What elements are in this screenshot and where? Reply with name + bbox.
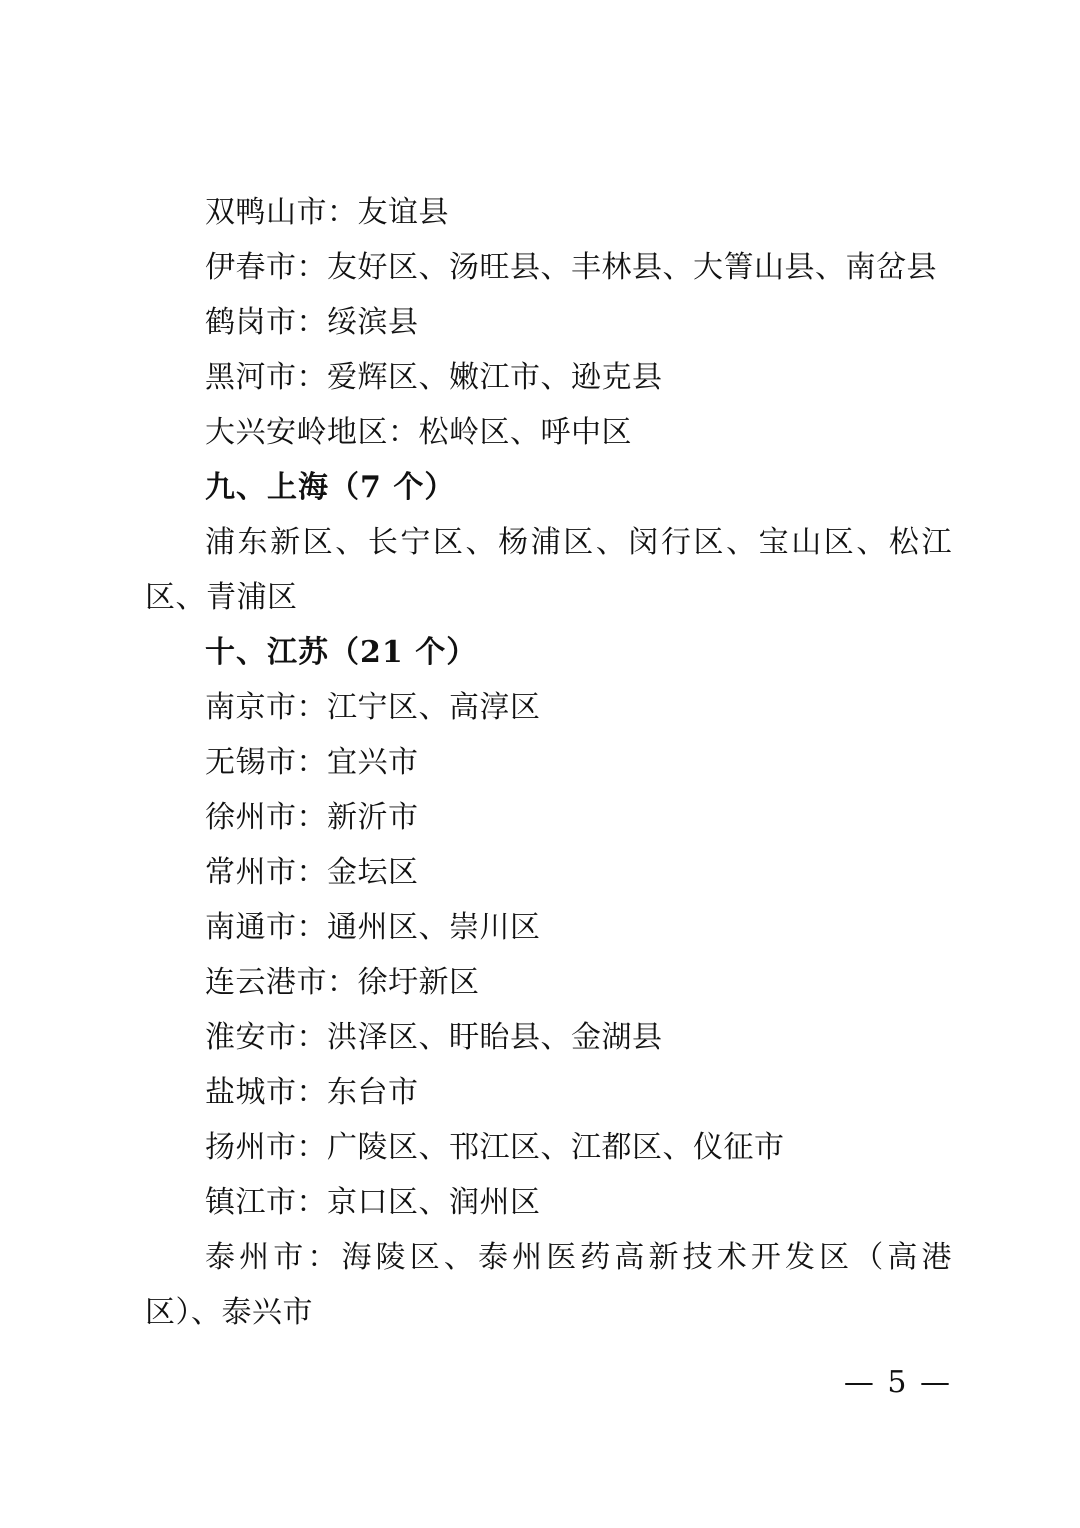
paragraph-lianyungang: 连云港市：徐圩新区 bbox=[205, 965, 480, 1000]
paragraph-hegang: 鹤岗市：绥滨县 bbox=[205, 305, 419, 340]
paragraph-heihe: 黑河市：爱辉区、嫩江市、逊克县 bbox=[205, 360, 663, 395]
paragraph-yancheng: 盐城市：东台市 bbox=[205, 1075, 419, 1110]
document-body bbox=[145, 185, 952, 1340]
paragraph-yangzhou: 扬州市：广陵区、邗江区、江都区、仪征市 bbox=[205, 1130, 785, 1165]
page-number: — 5 — bbox=[843, 1365, 952, 1400]
section-heading-jiangsu: 十、江苏（21 个） bbox=[205, 635, 478, 670]
paragraph-yichun: 伊春市：友好区、汤旺县、丰林县、大箐山县、南岔县 bbox=[205, 250, 937, 285]
paragraph-taizhou: 泰州市：海陵区、泰州医药高新技术开发区（高港区）、泰兴市 bbox=[145, 1240, 952, 1330]
paragraph-wuxi: 无锡市：宜兴市 bbox=[205, 745, 419, 780]
paragraph-nantong: 南通市：通州区、崇川区 bbox=[205, 910, 541, 945]
paragraph-daxinganling: 大兴安岭地区：松岭区、呼中区 bbox=[205, 415, 632, 450]
section-heading-shanghai: 九、上海（7 个） bbox=[205, 470, 456, 505]
paragraph-zhenjiang: 镇江市：京口区、润州区 bbox=[205, 1185, 541, 1220]
paragraph-shuangyashan: 双鸭山市：友谊县 bbox=[205, 195, 449, 230]
paragraph-huaian: 淮安市：洪泽区、盱眙县、金湖县 bbox=[205, 1020, 663, 1055]
paragraph-shanghai-districts: 浦东新区、长宁区、杨浦区、闵行区、宝山区、松江区、青浦区 bbox=[145, 525, 952, 615]
paragraph-changzhou: 常州市：金坛区 bbox=[205, 855, 419, 890]
paragraph-nanjing: 南京市：江宁区、高淳区 bbox=[205, 690, 541, 725]
paragraph-xuzhou: 徐州市：新沂市 bbox=[205, 800, 419, 835]
